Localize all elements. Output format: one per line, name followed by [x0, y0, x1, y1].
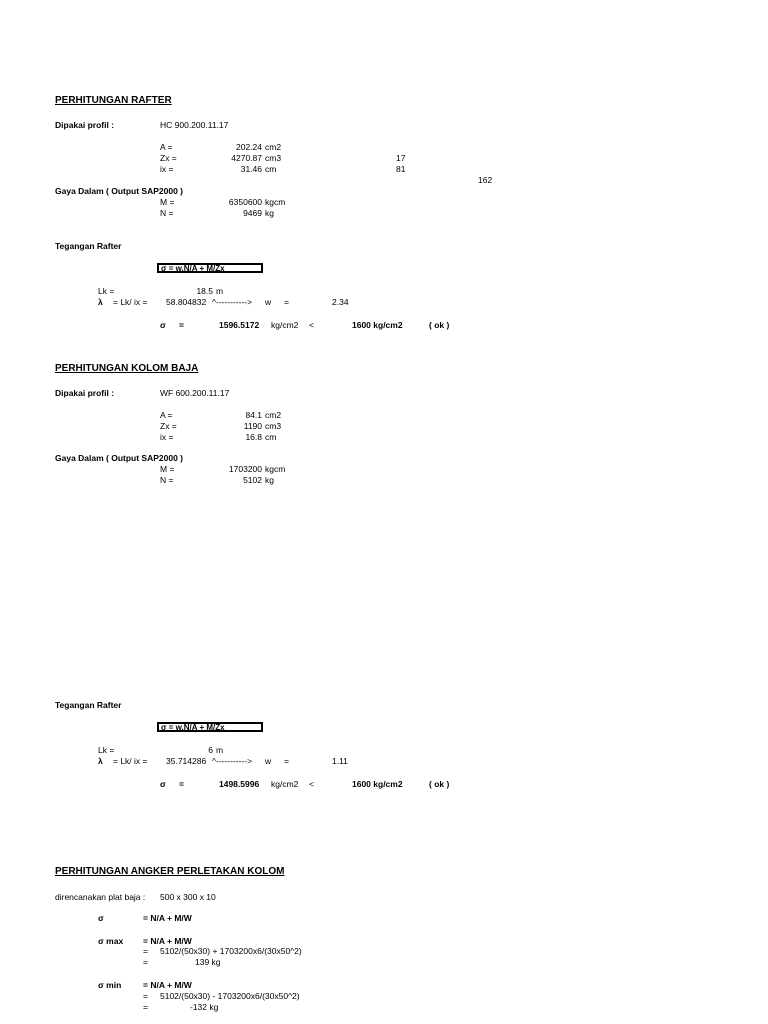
angker-smin-result: -132 kg: [190, 1002, 219, 1012]
rafter-sigma-unit: kg/cm2: [271, 320, 299, 330]
kolom-force-m-value: 1703200: [228, 464, 262, 474]
rafter-prop-a-value: 202.24: [236, 142, 262, 152]
kolom-lk-label: Lk =: [98, 745, 115, 755]
rafter-limit: 1600 kg/cm2: [352, 320, 403, 330]
rafter-force-m-label: M =: [160, 197, 175, 207]
rafter-prop-ix-unit: cm: [265, 164, 277, 174]
kolom-force-n-unit: kg: [265, 475, 274, 485]
rafter-profile-value: HC 900.200.11.17: [160, 120, 229, 130]
kolom-sigma-eq: =: [179, 779, 184, 789]
kolom-profile-value: WF 600.200.11.17: [160, 388, 230, 398]
angker-sigma-formula: = N/A + M/W: [143, 913, 192, 923]
kolom-sigma-symbol: σ: [160, 779, 166, 789]
kolom-lk-unit: m: [216, 745, 224, 755]
rafter-w-label: w: [265, 297, 272, 307]
angker-smax-line1: 5102/(50x30) + 1703200x6/(30x50^2): [160, 946, 302, 956]
rafter-prop-a-unit: cm2: [265, 142, 282, 152]
rafter-title: PERHITUNGAN RAFTER: [55, 95, 172, 106]
rafter-gaya-label: Gaya Dalam ( Output SAP2000 ): [55, 186, 184, 196]
kolom-lk-value: 6: [208, 745, 213, 755]
kolom-prop-zx-label: Zx =: [160, 421, 177, 431]
angker-smin-line1: 5102/(50x30) - 1703200x6/(30x50^2): [160, 991, 300, 1001]
kolom-prop-ix-unit: cm: [265, 432, 277, 442]
rafter-formula-box: σ = w.N/A + M/Zx: [157, 263, 263, 273]
kolom-force-n-value: 5102: [243, 475, 262, 485]
rafter-force-n-unit: kg: [265, 208, 274, 218]
rafter-sigma-symbol: σ: [160, 320, 166, 330]
rafter-force-n-value: 9469: [243, 208, 262, 218]
rafter-lt: <: [309, 320, 314, 330]
rafter-lambda-value: 58.804832: [166, 297, 207, 307]
rafter-prop-ix-value: 31.46: [240, 164, 262, 174]
kolom-limit: 1600 kg/cm2: [352, 779, 403, 789]
angker-smax-line2-eq: =: [143, 957, 148, 967]
angker-plat-label: direncanakan plat baja :: [55, 892, 146, 902]
rafter-ok: ( ok ): [429, 320, 450, 330]
kolom-lambda-label: = Lk/ ix =: [113, 756, 148, 766]
rafter-prop-zx-unit: cm3: [265, 153, 282, 163]
kolom-profile-label: Dipakai profil :: [55, 388, 115, 398]
kolom-lt: <: [309, 779, 314, 789]
rafter-sigma-value: 1596.5172: [219, 320, 260, 330]
rafter-lambda-symbol: λ: [98, 297, 103, 307]
rafter-side-81: 81: [396, 164, 406, 174]
kolom-prop-ix-value: 16.8: [245, 432, 262, 442]
rafter-lk-unit: m: [216, 286, 224, 296]
rafter-prop-ix-label: ix =: [160, 164, 174, 174]
angker-smin-line2-eq: =: [143, 1002, 148, 1012]
angker-sigma-symbol: σ: [98, 913, 104, 923]
rafter-prop-a-label: A =: [160, 142, 173, 152]
kolom-ok: ( ok ): [429, 779, 450, 789]
angker-smax-label: σ max: [98, 936, 124, 946]
kolom-force-m-label: M =: [160, 464, 175, 474]
kolom-lambda-value: 35.714286: [166, 756, 207, 766]
kolom-gaya-label: Gaya Dalam ( Output SAP2000 ): [55, 453, 184, 463]
rafter-force-m-value: 6350600: [228, 197, 262, 207]
angker-smax-result: 139 kg: [195, 957, 221, 967]
kolom-force-m-unit: kgcm: [265, 464, 286, 474]
angker-title: PERHITUNGAN ANGKER PERLETAKAN KOLOM: [55, 866, 285, 877]
kolom-tegangan-label: Tegangan Rafter: [55, 700, 122, 710]
rafter-profile-label: Dipakai profil :: [55, 120, 115, 130]
kolom-prop-a-value: 84.1: [245, 410, 262, 420]
rafter-lambda-label: = Lk/ ix =: [113, 297, 148, 307]
kolom-prop-a-unit: cm2: [265, 410, 282, 420]
angker-smin-formula: = N/A + M/W: [143, 980, 192, 990]
rafter-side-17: 17: [396, 153, 406, 163]
rafter-sigma-eq: =: [179, 320, 184, 330]
rafter-arrow: ^----------->: [212, 297, 253, 307]
kolom-lambda-symbol: λ: [98, 756, 103, 766]
rafter-lk-value: 18.5: [196, 286, 213, 296]
rafter-w-eq: =: [284, 297, 289, 307]
angker-smax-line1-eq: =: [143, 946, 148, 956]
kolom-w-value: 1.11: [332, 756, 348, 766]
rafter-prop-zx-label: Zx =: [160, 153, 177, 163]
angker-plat-value: 500 x 300 x 10: [160, 892, 216, 902]
kolom-prop-zx-value: 1190: [243, 421, 262, 431]
angker-smin-label: σ min: [98, 980, 122, 990]
kolom-w-eq: =: [284, 756, 289, 766]
kolom-prop-zx-unit: cm3: [265, 421, 282, 431]
rafter-tegangan-label: Tegangan Rafter: [55, 241, 122, 251]
kolom-force-n-label: N =: [160, 475, 174, 485]
kolom-sigma-value: 1498.5996: [219, 779, 260, 789]
kolom-title: PERHITUNGAN KOLOM BAJA: [55, 363, 199, 374]
rafter-prop-zx-value: 4270.87: [231, 153, 262, 163]
rafter-side-162: 162: [478, 175, 493, 185]
kolom-prop-a-label: A =: [160, 410, 173, 420]
angker-smax-formula: = N/A + M/W: [143, 936, 192, 946]
kolom-w-label: w: [265, 756, 272, 766]
rafter-lk-label: Lk =: [98, 286, 115, 296]
kolom-sigma-unit: kg/cm2: [271, 779, 299, 789]
angker-smin-line1-eq: =: [143, 991, 148, 1001]
rafter-force-m-unit: kgcm: [265, 197, 286, 207]
kolom-prop-ix-label: ix =: [160, 432, 174, 442]
rafter-force-n-label: N =: [160, 208, 174, 218]
kolom-formula-box: σ = w.N/A + M/Zx: [157, 722, 263, 732]
kolom-arrow: ^----------->: [212, 756, 253, 766]
rafter-w-value: 2.34: [332, 297, 349, 307]
